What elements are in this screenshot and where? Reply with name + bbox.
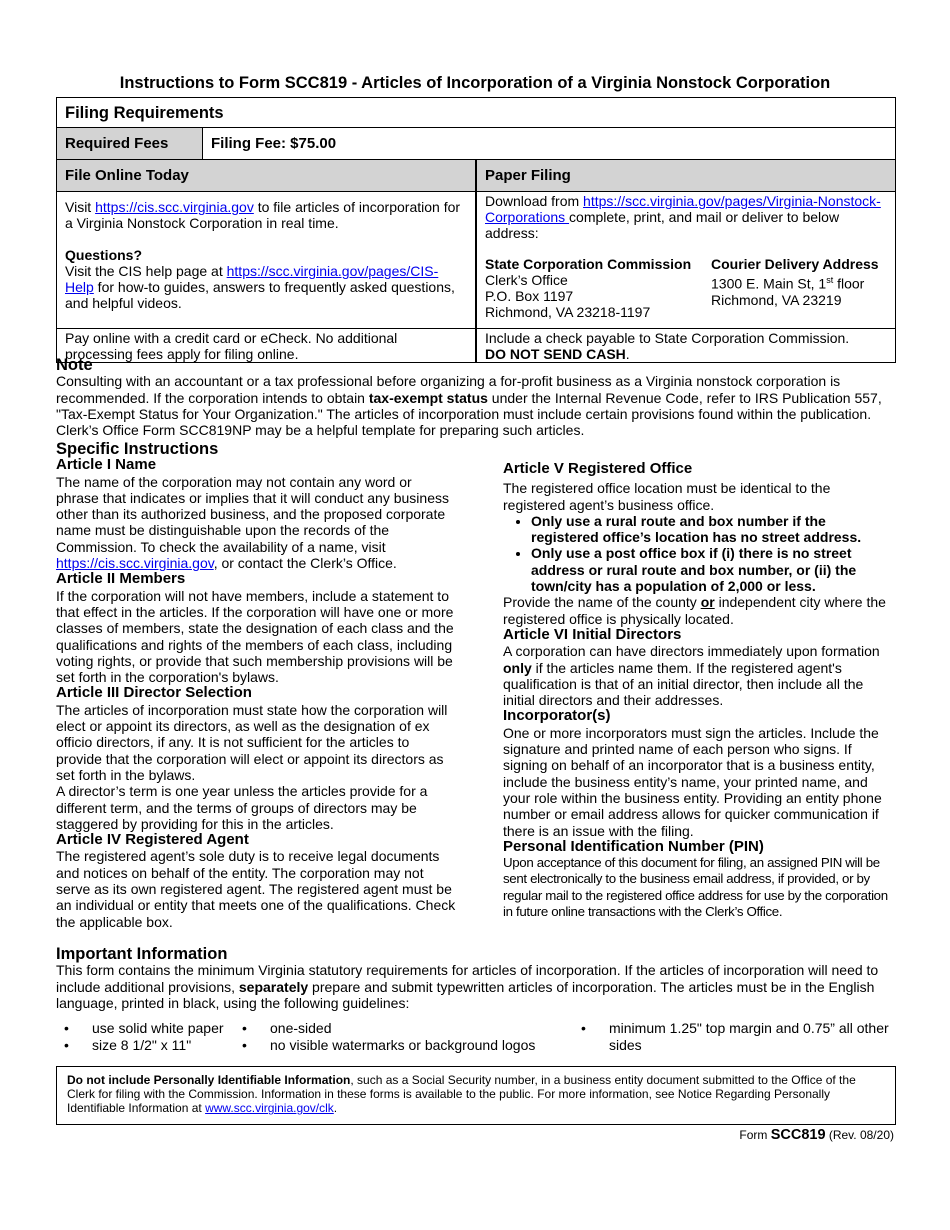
- article-5-text: The registered office location must be identical to the registered agent’s business office.: [503, 480, 831, 513]
- article-6-heading: Article VI Initial Directors: [503, 625, 682, 643]
- cis-link[interactable]: https://cis.scc.virginia.gov: [95, 199, 254, 215]
- pii-notice: Do not include Personally Identifiable Information, such as a Social Security number, in a business entity document submitted to the Office of the Clerk for filing with the Commission. Information in these forms is available to the public. For more information, see Notice Regarding Personally Identifiable Information at www.scc.virginia.gov/clk.: [56, 1066, 896, 1125]
- paper-filing-heading: Paper Filing: [476, 160, 896, 192]
- pin-heading: Personal Identification Number (PIN): [503, 837, 764, 855]
- article-1-text: The name of the corporation may not contain any word or phrase that indicates or implies that it will conduct any business other than its authorized business, and the proposed corporate name must be distinguishable upon the records of the Commission. To check the availability of a name, visit https://cis.scc.virginia.gov, or contact the Clerk’s Office.: [56, 473, 449, 572]
- article-3-heading: Article III Director Selection: [56, 684, 252, 702]
- article-6-text: A corporation can have directors immediately upon formation only if the articles name them. If the registered agent's qualification is that of an initial director, then include all the initial directors and their addresses.: [503, 643, 880, 709]
- paper-filing-cell: [476, 192, 896, 329]
- guidelines-list-1: [56, 1020, 236, 1054]
- incorporators-heading: Incorporator(s): [503, 707, 611, 725]
- guideline-item: • one-sided: [234, 1020, 554, 1037]
- guideline-item: • use solid white paper: [56, 1020, 236, 1037]
- pin-text: Upon acceptance of this document for filing, an assigned PIN will be sent electronically to the business email address, if provided, or by regular mail to the registered office address for use by the corporation in future online transactions with the Clerk’s Office.: [503, 855, 888, 919]
- guideline-item: • no visible watermarks or background logos: [234, 1037, 554, 1054]
- form-footer: Form SCC819 (Rev. 08/20): [739, 1127, 894, 1143]
- file-online-heading: File Online Today: [57, 160, 477, 192]
- required-fees-label: Required Fees: [57, 128, 203, 160]
- no-cash-warning: DO NOT SEND CASH: [485, 346, 626, 362]
- guidelines-list-2: [234, 1020, 554, 1054]
- questions-label: Questions?: [65, 247, 143, 263]
- courier-address: Courier Delivery Address 1300 E. Main St, 1st floor Richmond, VA 23219: [711, 256, 879, 308]
- article-3-text-1: The articles of incorporation must state how the corporation will elect or appoint its directors, as well as the designation of ex officio directors, if any. It is not sufficient for the articles to provide that the corporation will elect or appoint its directors as set forth in the bylaws.: [56, 701, 448, 783]
- guideline-item: • minimum 1.25" top margin and 0.75” all other sides: [573, 1020, 903, 1054]
- specific-right-column: [503, 461, 895, 920]
- filing-fee-value: Filing Fee: $75.00: [203, 128, 896, 160]
- note-heading: Note: [56, 356, 93, 374]
- article-3-text-2: A director’s term is one year unless the articles provide for a different term, and the terms of groups of directors may be staggered by providing for this in the articles.: [56, 783, 428, 832]
- note-section: [56, 357, 906, 438]
- article-4-text: The registered agent’s sole duty is to receive legal documents and notices on behalf of the entity. The corporation may not serve as its own registered agent. The registered agent must be an individual or entity that meets one of the qualifications. Check the applicable box.: [56, 848, 456, 930]
- important-text: This form contains the minimum Virginia statutory requirements for articles of incorporation. If the articles of incorporation will need to include additional provisions, separately prepare and submit typewritten articles of incorporation. The articles must be in the English language, printed in black, using the following guidelines:: [56, 962, 879, 1011]
- specific-left-column: [56, 441, 456, 930]
- filing-requirements-heading: Filing Requirements: [57, 98, 896, 128]
- cis-help-link[interactable]: https://scc.virginia.gov/pages/CIS-Help: [65, 263, 439, 295]
- guidelines-list-3: [573, 1020, 903, 1054]
- article-2-text: If the corporation will not have members, include a statement to that effect in the articles. If the corporation will have one or more classes of members, state the designation of each class and the qualifications and rights of the members of each class, including voting rights, or provide that such membership provisions will be set forth in the corporation's bylaws.: [56, 587, 454, 686]
- online-visit-text: Visit https://cis.scc.virginia.gov to file articles of incorporation for a Virginia Nonstock Corporation in real time.: [65, 199, 461, 231]
- article-5-heading: Article V Registered Office: [503, 460, 693, 477]
- article-4-heading: Article IV Registered Agent: [56, 831, 249, 849]
- online-pay-text: Pay online with a credit card or eCheck. No additional processing fees apply for filing online.: [57, 329, 477, 363]
- article-1-heading: Article I Name: [56, 456, 157, 474]
- form-code: SCC819: [770, 1127, 826, 1143]
- questions-text: Visit the CIS help page at https://scc.virginia.gov/pages/CIS-Help for how-to guides, answers to frequently asked questions, and helpful videos.: [65, 263, 455, 311]
- file-online-cell: [57, 192, 477, 329]
- paper-download-text: Download from https://scc.virginia.gov/pages/Virginia-Nonstock-Corporations complete, print, and mail or deliver to below address:: [485, 193, 881, 241]
- page-title: Instructions to Form SCC819 - Articles of Incorporation of a Virginia Nonstock Corporation: [119, 74, 831, 92]
- important-heading: Important Information: [56, 945, 228, 963]
- scc-address: State Corporation Commission Clerk’s Office P.O. Box 1197 Richmond, VA 23218-1197: [485, 256, 692, 320]
- cis-name-link[interactable]: https://cis.scc.virginia.gov: [56, 555, 214, 572]
- article-5-county-text: Provide the name of the county or independent city where the registered office is physically located.: [503, 594, 886, 627]
- important-section: [56, 946, 896, 1011]
- nonstock-corporations-link[interactable]: https://scc.virginia.gov/pages/Virginia-Nonstock-Corporations: [485, 193, 881, 225]
- article-5-bullet: • Only use a rural route and box number if the registered office’s location has no street address.: [531, 513, 895, 546]
- addresses: [485, 256, 887, 320]
- article-5-bullets: [503, 513, 895, 594]
- filing-requirements-table: [56, 97, 896, 363]
- clerk-link[interactable]: www.scc.virginia.gov/clk: [205, 1101, 334, 1116]
- article-2-heading: Article II Members: [56, 570, 186, 588]
- specific-heading: Specific Instructions: [56, 440, 219, 458]
- incorporators-text: One or more incorporators must sign the articles. Include the signature and printed name of each person who signs. If signing on behalf of an incorporator that is a business entity, include the business entity’s name, your printed name, and your role within the business entity. Providing an entity phone number or email address allows for quicker communication if there is an issue with the filing.: [503, 724, 882, 839]
- paper-check-cell: Include a check payable to State Corporation Commission. DO NOT SEND CASH.: [476, 329, 896, 363]
- article-5-bullet: • Only use a post office box if (i) there is no street address or rural route and box number, or (ii) the town/city has a population of 2,000 or less.: [531, 545, 895, 594]
- guideline-item: • size 8 1/2" x 11": [56, 1037, 236, 1054]
- note-text: Consulting with an accountant or a tax professional before organizing a for-profit business as a Virginia nonstock corporation is recommended. If the corporation intends to obtain tax-exempt status under the Internal Revenue Code, refer to IRS Publication 557, "Tax-Exempt Status for Your Organization." The articles of incorporation must include certain provisions found within the publication. Clerk’s Office Form SCC819NP may be a helpful template for preparing such articles.: [56, 373, 882, 439]
